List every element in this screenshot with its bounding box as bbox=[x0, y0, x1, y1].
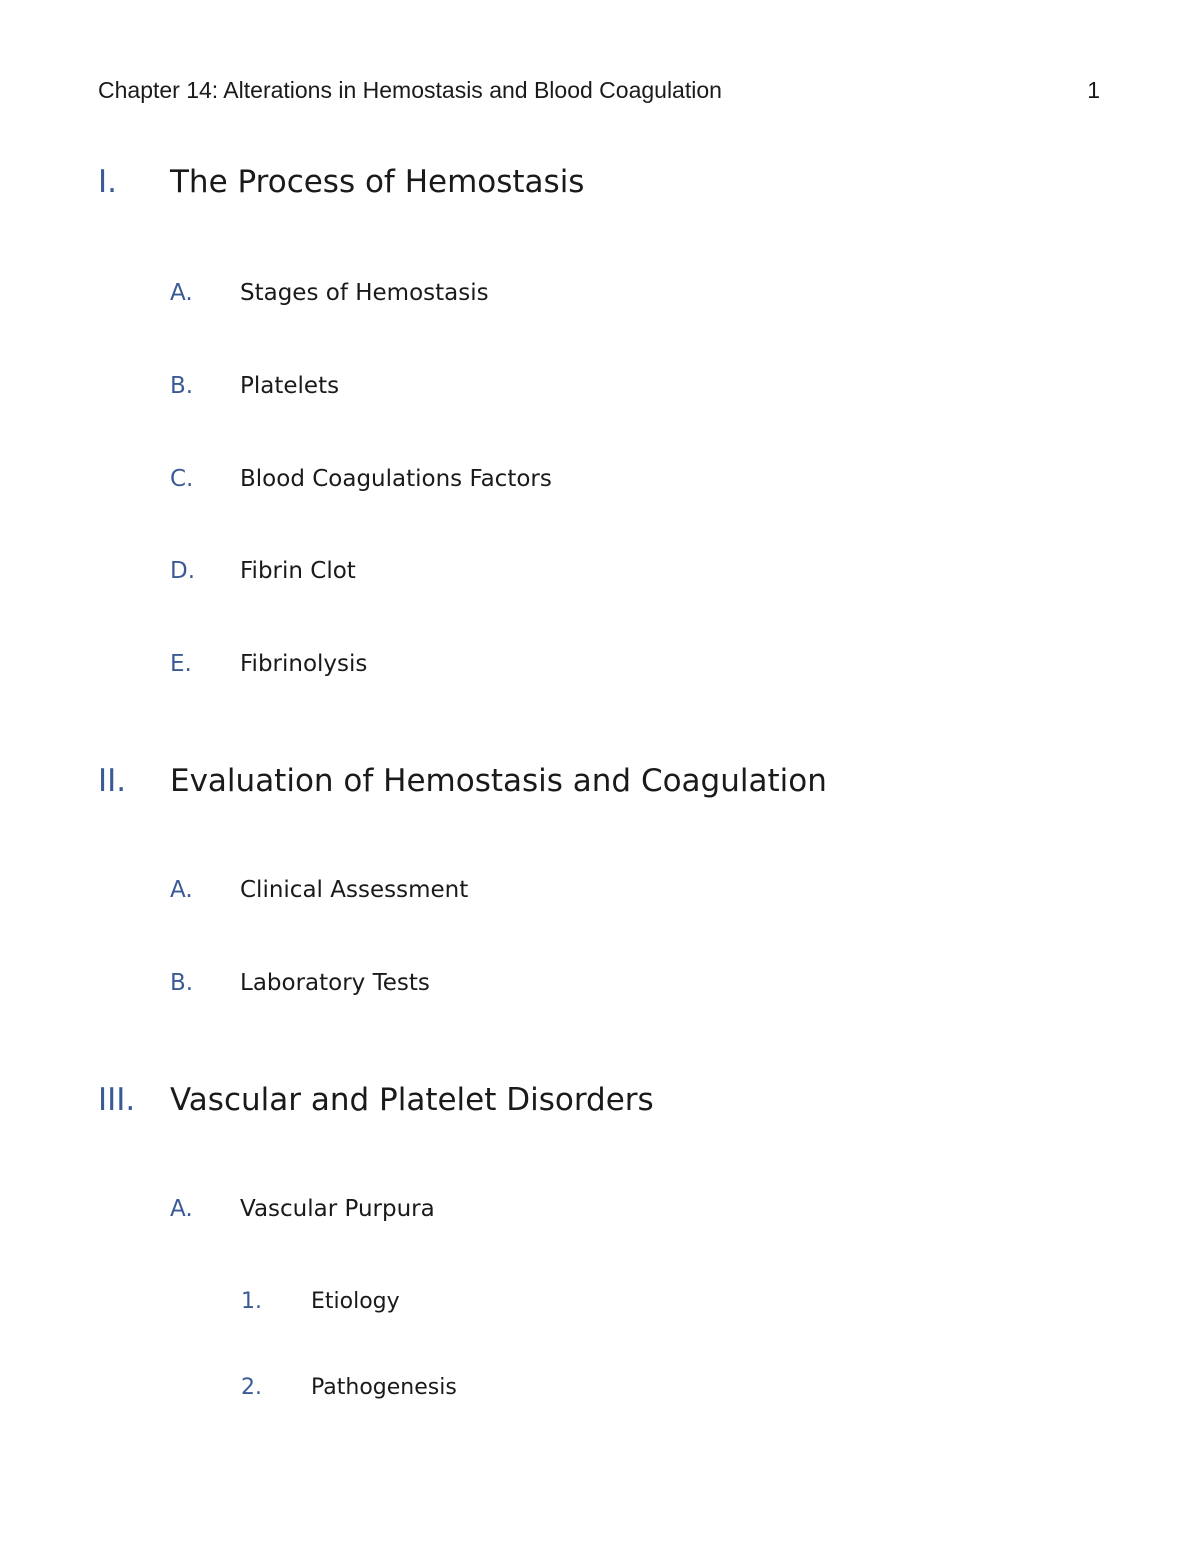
item-text: Blood Coagulations Factors bbox=[240, 466, 552, 492]
section-marker: III. bbox=[98, 1082, 136, 1118]
item-text: Vascular Purpura bbox=[240, 1196, 435, 1222]
chapter-title: Chapter 14: Alterations in Hemostasis and Blood Coagulation bbox=[98, 77, 722, 103]
section-title: Evaluation of Hemostasis and Coagulation bbox=[170, 763, 827, 799]
item-marker: A. bbox=[170, 280, 193, 306]
item-text: Stages of Hemostasis bbox=[240, 280, 489, 306]
item-marker: B. bbox=[170, 970, 194, 996]
section-marker: II. bbox=[98, 763, 127, 799]
subitem-marker: 2. bbox=[241, 1375, 262, 1400]
item-marker: E. bbox=[170, 651, 192, 677]
page-number: 1 bbox=[1087, 77, 1100, 103]
item-marker: A. bbox=[170, 877, 193, 903]
section-title: Vascular and Platelet Disorders bbox=[170, 1082, 654, 1118]
item-marker: C. bbox=[170, 466, 194, 492]
subitem-text: Pathogenesis bbox=[311, 1375, 457, 1400]
section-title: The Process of Hemostasis bbox=[170, 164, 585, 200]
item-marker: B. bbox=[170, 373, 194, 399]
item-text: Platelets bbox=[240, 373, 340, 399]
item-marker: A. bbox=[170, 1196, 193, 1222]
subitem-marker: 1. bbox=[241, 1289, 262, 1314]
section-marker: I. bbox=[98, 164, 117, 200]
item-text: Fibrin Clot bbox=[240, 558, 356, 584]
item-text: Fibrinolysis bbox=[240, 651, 368, 677]
item-text: Clinical Assessment bbox=[240, 877, 469, 903]
item-marker: D. bbox=[170, 558, 196, 584]
page-header bbox=[98, 74, 1102, 106]
item-text: Laboratory Tests bbox=[240, 970, 430, 996]
subitem-text: Etiology bbox=[311, 1289, 400, 1314]
